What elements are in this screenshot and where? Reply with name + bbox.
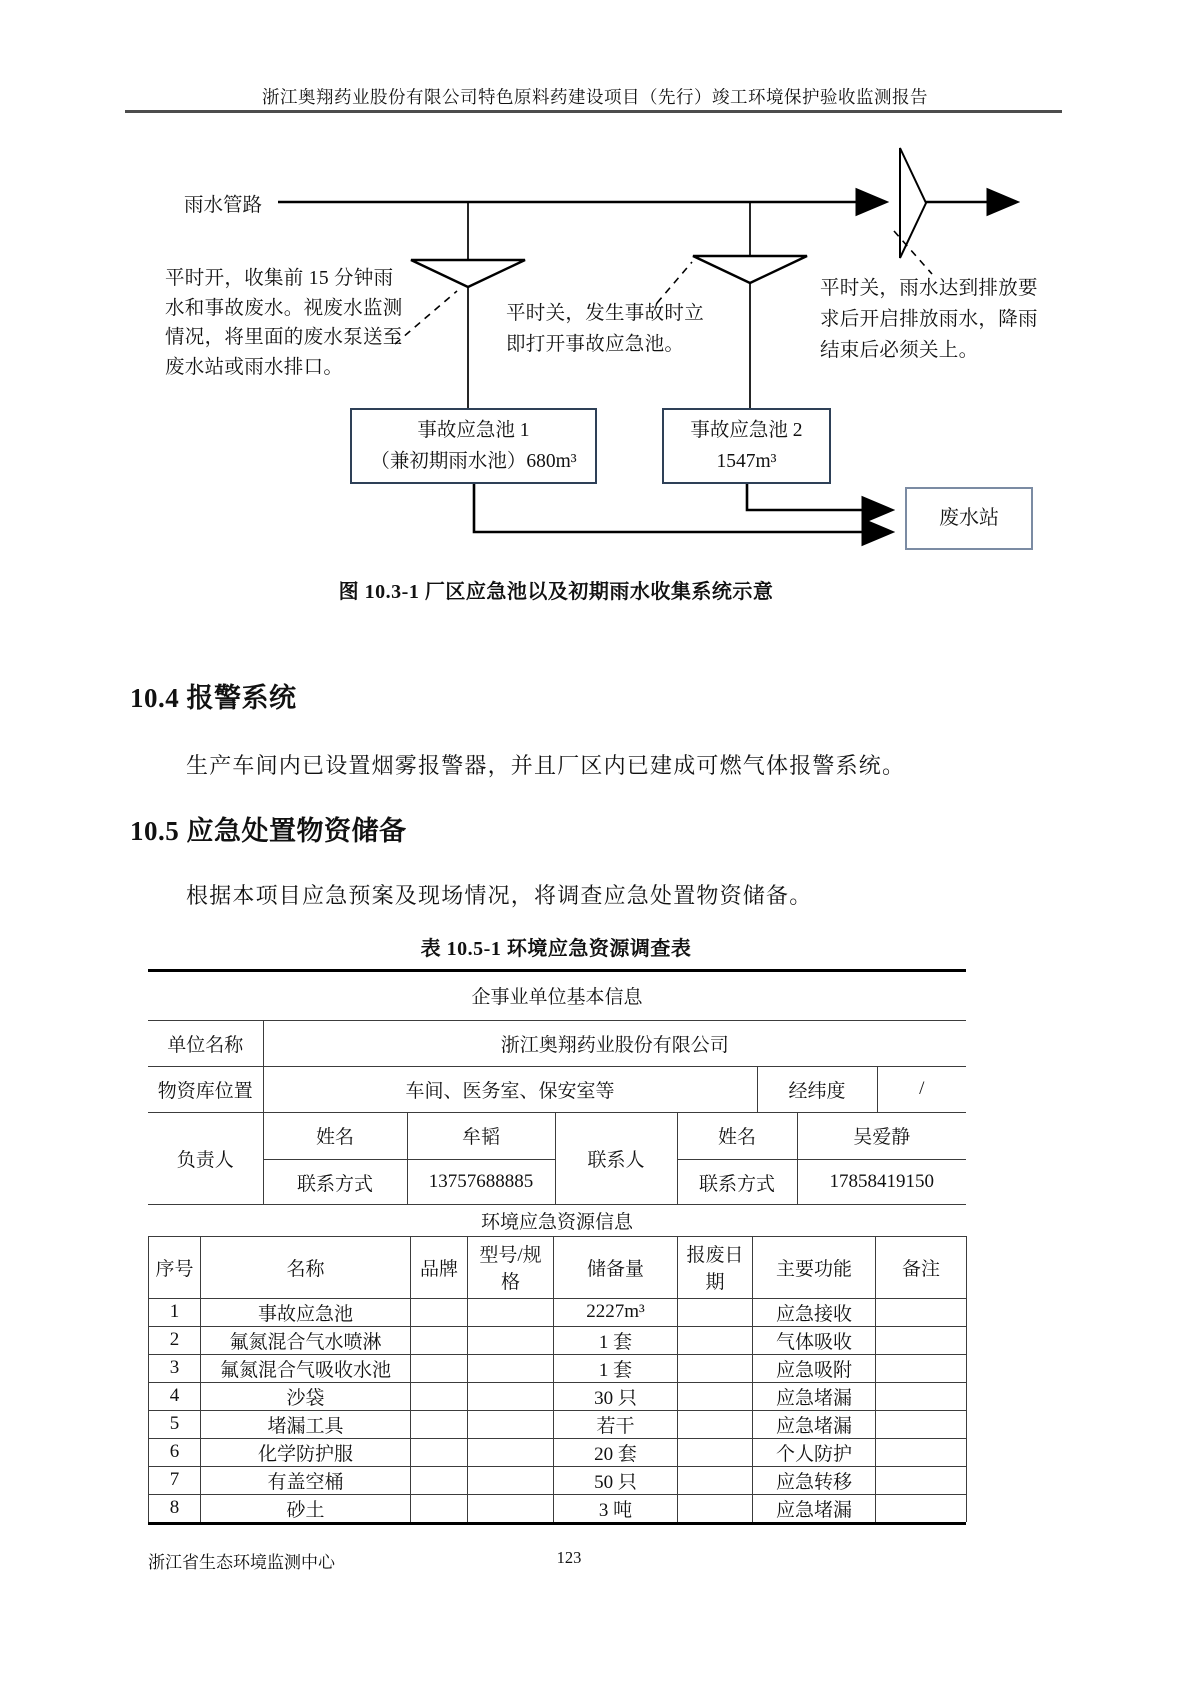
- resource-cell: [678, 1382, 753, 1410]
- resource-cell: 4: [149, 1382, 201, 1410]
- contact-name-label: 姓名: [677, 1113, 797, 1160]
- resource-cell: 应急接收: [753, 1298, 876, 1326]
- page-footer: [148, 1548, 990, 1572]
- resource-cell: [678, 1466, 753, 1494]
- unit-name-label: 单位名称: [148, 1020, 263, 1066]
- section-10-5-heading: 10.5 应急处置物资储备: [130, 816, 407, 846]
- resource-cell: [876, 1466, 967, 1494]
- unit-name-value: 浙江奥翔药业股份有限公司: [263, 1020, 966, 1066]
- funnel-valve-icon-2: [693, 256, 807, 283]
- resource-cell: [468, 1438, 554, 1466]
- resource-cell: [678, 1326, 753, 1354]
- resource-header-row: [149, 1236, 967, 1298]
- resource-cell: [678, 1494, 753, 1522]
- footer-page-number: 123: [556, 1548, 582, 1567]
- coordinates-label: 经纬度: [757, 1066, 877, 1112]
- resource-cell: [876, 1298, 967, 1326]
- storage-location-label: 物资库位置: [148, 1066, 263, 1112]
- resource-cell: 若干: [554, 1410, 678, 1438]
- storage-location-value: 车间、医务室、保安室等: [263, 1066, 757, 1112]
- valve2-note: 平时关，发生事故时立即打开事故应急池。: [506, 303, 705, 355]
- pool1-capacity: （兼初期雨水池）680m³: [370, 451, 577, 472]
- rain-pipe-label: 雨水管路: [184, 189, 264, 217]
- emergency-pool-diagram: [120, 130, 1080, 570]
- resource-cell: [876, 1326, 967, 1354]
- resource-cell: 气体吸收: [753, 1326, 876, 1354]
- emergency-pool-2-box: [662, 408, 831, 484]
- section-10-4-paragraph: 生产车间内已设置烟雾报警器，并且厂区内已建成可燃气体报警系统。: [186, 753, 906, 778]
- pool2-to-station-arrow: [747, 482, 890, 510]
- resource-cell: 2227m³: [554, 1298, 678, 1326]
- resource-cell: [876, 1494, 967, 1522]
- resource-column-header: 备注: [876, 1236, 967, 1298]
- figure-caption: 图 10.3-1 厂区应急池以及初期雨水收集系统示意: [338, 581, 774, 603]
- resource-cell: 应急转移: [753, 1466, 876, 1494]
- section-10-4-heading: 10.4 报警系统: [130, 683, 297, 713]
- resource-cell: [678, 1298, 753, 1326]
- resource-column-header: 名称: [201, 1236, 411, 1298]
- pool1-title: 事故应急池 1: [417, 420, 530, 441]
- resource-cell: [678, 1438, 753, 1466]
- resource-cell: [411, 1382, 468, 1410]
- principal-name-label: 姓名: [263, 1113, 407, 1160]
- principal-label: 负责人: [148, 1113, 263, 1205]
- resource-cell: [678, 1410, 753, 1438]
- table-caption: 表 10.5-1 环境应急资源调查表: [420, 938, 692, 960]
- resource-cell: 7: [149, 1466, 201, 1494]
- resource-cell: 1 套: [554, 1354, 678, 1382]
- footer-organization: 浙江省生态环境监测中心: [148, 1553, 335, 1572]
- resource-cell: [468, 1410, 554, 1438]
- resource-cell: 沙袋: [201, 1382, 411, 1410]
- wastewater-station-label: 废水站: [939, 507, 999, 529]
- emergency-pool-1-box: [350, 408, 597, 484]
- resource-row: [149, 1494, 967, 1522]
- valve1-note: 平时开，收集前 15 分钟雨水和事故废水。视废水监测情况，将里面的废水泵送至废水站或雨水排口。: [165, 268, 403, 378]
- resource-cell: 应急吸附: [753, 1354, 876, 1382]
- resource-row: [149, 1438, 967, 1466]
- resource-cell: 应急堵漏: [753, 1494, 876, 1522]
- resource-cell: 3: [149, 1354, 201, 1382]
- discharge-valve-note: 平时关，雨水达到排放要求后开启排放雨水，降雨结束后必须关上。: [820, 278, 1038, 361]
- resource-column-header: 报废日期: [678, 1236, 753, 1298]
- resource-cell: 50 只: [554, 1466, 678, 1494]
- resource-column-header: 序号: [149, 1236, 201, 1298]
- resource-cell: [411, 1326, 468, 1354]
- resource-row: [149, 1298, 967, 1326]
- resource-cell: [876, 1354, 967, 1382]
- pool2-capacity: 1547m³: [716, 451, 777, 472]
- funnel-valve-icon-1: [411, 260, 525, 287]
- resource-cell: 8: [149, 1494, 201, 1522]
- resource-cell: [876, 1382, 967, 1410]
- principal-phone-label: 联系方式: [263, 1160, 407, 1205]
- resource-row: [149, 1326, 967, 1354]
- resource-row: [149, 1410, 967, 1438]
- contact-phone-label: 联系方式: [677, 1160, 797, 1205]
- resource-cell: 6: [149, 1438, 201, 1466]
- resource-cell: 1: [149, 1298, 201, 1326]
- responsible-persons-table: [148, 1113, 966, 1236]
- emergency-resource-table: [148, 969, 966, 1525]
- basic-info-table: [148, 972, 966, 1113]
- resource-cell: 砂土: [201, 1494, 411, 1522]
- resource-cell: [468, 1326, 554, 1354]
- resource-cell: 有盖空桶: [201, 1466, 411, 1494]
- resource-cell: [876, 1438, 967, 1466]
- resource-cell: [678, 1354, 753, 1382]
- resource-column-header: 储备量: [554, 1236, 678, 1298]
- callout-dash-middle: [657, 262, 692, 303]
- resource-cell: [876, 1410, 967, 1438]
- resource-cell: [468, 1382, 554, 1410]
- principal-name-value: 牟韬: [407, 1113, 555, 1160]
- contact-phone-value: 17858419150: [797, 1160, 966, 1205]
- basic-info-section-header: 企事业单位基本信息: [148, 972, 966, 1020]
- contact-label: 联系人: [555, 1113, 677, 1205]
- resource-cell: 应急堵漏: [753, 1410, 876, 1438]
- resource-cell: [411, 1438, 468, 1466]
- page-title: 浙江奥翔药业股份有限公司特色原料药建设项目（先行）竣工环境保护验收监测报告: [262, 87, 928, 107]
- resource-column-header: 主要功能: [753, 1236, 876, 1298]
- principal-phone-value: 13757688885: [407, 1160, 555, 1205]
- resource-cell: [468, 1298, 554, 1326]
- wastewater-station-box: [905, 487, 1033, 550]
- resource-cell: 1 套: [554, 1326, 678, 1354]
- resource-row: [149, 1466, 967, 1494]
- resource-cell: 氟氮混合气水喷淋: [201, 1326, 411, 1354]
- header-divider: [125, 110, 1062, 113]
- section-10-5-paragraph: 根据本项目应急预案及现场情况，将调查应急处置物资储备。: [186, 883, 813, 908]
- resource-cell: [411, 1298, 468, 1326]
- resource-cell: 化学防护服: [201, 1438, 411, 1466]
- resource-cell: 30 只: [554, 1382, 678, 1410]
- resource-cell: 氟氮混合气吸收水池: [201, 1354, 411, 1382]
- coordinates-value: /: [877, 1066, 966, 1112]
- resource-cell: 3 吨: [554, 1494, 678, 1522]
- pool2-title: 事故应急池 2: [690, 420, 803, 441]
- resource-cell: 2: [149, 1326, 201, 1354]
- resource-cell: [468, 1466, 554, 1494]
- resource-cell: [411, 1494, 468, 1522]
- resource-cell: 5: [149, 1410, 201, 1438]
- resource-cell: 个人防护: [753, 1438, 876, 1466]
- pool1-to-station-arrow: [474, 482, 890, 532]
- resource-cell: [411, 1410, 468, 1438]
- resource-cell: 应急堵漏: [753, 1382, 876, 1410]
- resource-row: [149, 1354, 967, 1382]
- resource-row: [149, 1382, 967, 1410]
- resource-cell: [468, 1494, 554, 1522]
- resource-cell: 堵漏工具: [201, 1410, 411, 1438]
- resource-cell: 事故应急池: [201, 1298, 411, 1326]
- contact-name-value: 吴爱静: [797, 1113, 966, 1160]
- resource-cell: 20 套: [554, 1438, 678, 1466]
- resource-column-header: 品牌: [411, 1236, 468, 1298]
- resource-column-header: 型号/规格: [468, 1236, 554, 1298]
- resource-info-section-header: 环境应急资源信息: [480, 1211, 633, 1233]
- resource-cell: [411, 1466, 468, 1494]
- resource-cell: [411, 1354, 468, 1382]
- resource-list-table: [148, 1236, 967, 1523]
- resource-cell: [468, 1354, 554, 1382]
